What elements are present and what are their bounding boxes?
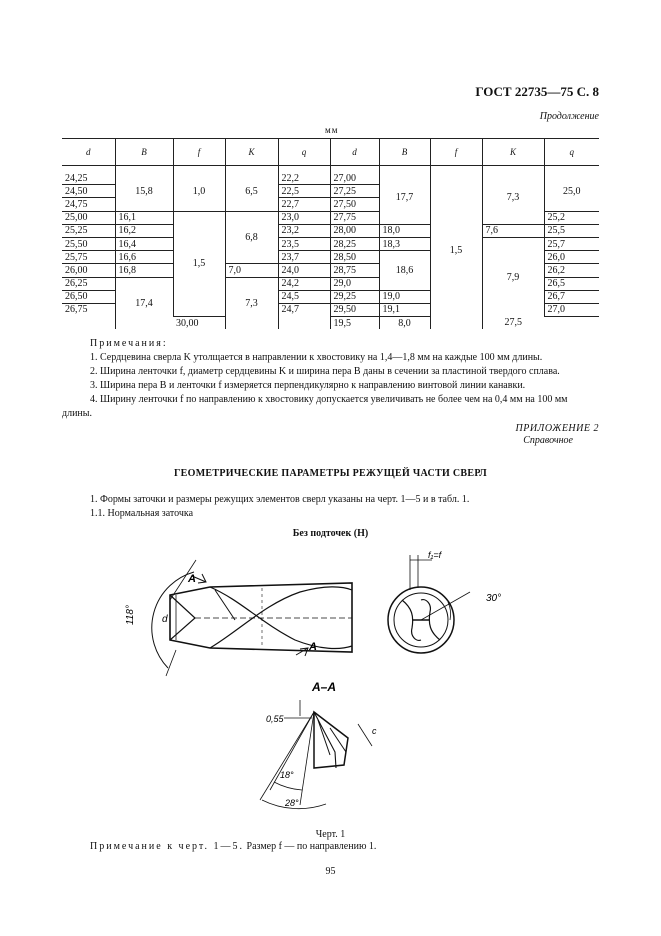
- table-cell: 7,6: [482, 224, 544, 237]
- table-cell: 24,2: [278, 277, 330, 290]
- figure-note: [90, 841, 376, 852]
- angle-tip-label: 118°: [125, 605, 136, 625]
- table-cell: 28,25: [330, 237, 379, 250]
- figure-note-lead: Примечание к черт. 1—5.: [90, 841, 245, 852]
- continuation-label: Продолжение: [539, 111, 599, 122]
- table-cell: 29,25: [330, 290, 379, 303]
- col-header: q: [544, 139, 599, 166]
- unit-label: мм: [325, 125, 339, 135]
- table-cell: 27,00: [330, 166, 379, 185]
- appendix-type: Справочное: [523, 435, 573, 446]
- col-header: B: [115, 139, 173, 166]
- table-cell: 18,3: [379, 237, 430, 250]
- table-cell: 23,2: [278, 224, 330, 237]
- table-cell: 27,0: [544, 303, 599, 316]
- table-cell: 24,75: [62, 198, 115, 211]
- table-cell: 22,5: [278, 185, 330, 198]
- table-cell: 24,7: [278, 303, 330, 329]
- table-cell: 26,2: [544, 264, 599, 277]
- table-cell: 26,25: [62, 277, 115, 290]
- table-cell: 27,50: [330, 198, 379, 211]
- col-header: B: [379, 139, 430, 166]
- paragraph: 1. Формы заточки и размеры режущих элементов сверл указаны на черт. 1—5 и в табл. 1.: [90, 494, 470, 505]
- table-cell: 28,00: [330, 224, 379, 237]
- table-cell: 16,2: [115, 224, 173, 237]
- table-cell: 23,5: [278, 237, 330, 250]
- notes-title: Примечания:: [90, 338, 168, 349]
- dim-055-label: 0,55: [266, 714, 284, 724]
- table-cell: 1,0: [173, 166, 225, 212]
- table-cell: 29,0: [330, 277, 379, 290]
- table-cell: 25,25: [62, 224, 115, 237]
- col-header: f: [173, 139, 225, 166]
- table-cell: 19,1: [379, 303, 430, 316]
- appendix-label: ПРИЛОЖЕНИЕ 2: [515, 423, 599, 434]
- c-label: c: [372, 726, 377, 736]
- table-cell: 7,9: [482, 237, 544, 316]
- diameter-label: d: [162, 614, 168, 625]
- table-cell: 1,5: [430, 166, 482, 330]
- angle-18-label: 18°: [280, 770, 294, 780]
- table-cell: 28,75: [330, 264, 379, 277]
- note-item: 3. Ширина пера B и ленточки f измеряется перпендикулярно к направлению винтовой линии канавки.: [90, 380, 526, 391]
- table-cell: 28,50: [330, 251, 379, 264]
- table-cell: 26,50: [62, 290, 115, 303]
- table-cell: 25,00: [62, 211, 115, 224]
- note-item: 2. Ширина ленточки f, диаметр сердцевины K и ширина пера B даны в сечении за пластиной твердого сплава.: [90, 366, 560, 377]
- table-cell: 24,25: [62, 166, 115, 185]
- table-cell: 18,0: [379, 224, 430, 237]
- margin-width-label: f₁=f: [428, 550, 442, 560]
- col-header: K: [482, 139, 544, 166]
- table-cell: 27,5: [482, 317, 544, 330]
- figure-subtitle: Без подточек (Н): [292, 528, 369, 539]
- table-cell: 7,3: [482, 166, 544, 225]
- table-cell: 6,8: [225, 211, 278, 264]
- col-header: d: [330, 139, 379, 166]
- table-cell: 25,7: [544, 237, 599, 250]
- section-title: ГЕОМЕТРИЧЕСКИЕ ПАРАМЕТРЫ РЕЖУЩЕЙ ЧАСТИ СВЕРЛ: [173, 468, 487, 479]
- table-cell: 19,0: [379, 290, 430, 303]
- table-cell: 18,6: [379, 251, 430, 291]
- angle-28-label: 28°: [285, 798, 299, 808]
- table-cell: 26,00: [62, 264, 115, 277]
- col-header: K: [225, 139, 278, 166]
- section-label: А–А: [312, 680, 337, 694]
- figure-caption: Черт. 1: [315, 829, 346, 840]
- table-cell: 22,2: [278, 166, 330, 185]
- table-cell: 25,0: [544, 166, 599, 212]
- table-cell: 30,00: [173, 317, 225, 330]
- table-cell: 19,5: [330, 317, 379, 330]
- table-cell: 7,3: [225, 277, 278, 329]
- table-cell: 24,0: [278, 264, 330, 277]
- page-number: 95: [325, 866, 336, 877]
- table-cell: 25,75: [62, 251, 115, 264]
- page-header: ГОСТ 22735—75 С. 8: [475, 84, 599, 99]
- note-item: 4. Ширину ленточки f по направлению к хвостовику допускается увеличивать не более чем на 0,4 мм на 100 мм длины.: [62, 394, 568, 419]
- angle-30-label: 30°: [486, 593, 502, 604]
- table-cell: 23,7: [278, 251, 330, 264]
- col-header: q: [278, 139, 330, 166]
- table-cell: 25,2: [544, 211, 599, 224]
- table-cell: 27,75: [330, 211, 379, 224]
- col-header: d: [62, 139, 115, 166]
- note-item: 1. Сердцевина сверла K утолщается в направлении к хвостовику на 1,4—1,8 мм на каждые 100 мм длины.: [90, 352, 543, 363]
- col-header: f: [430, 139, 482, 166]
- table-cell: 17,7: [379, 166, 430, 225]
- table-cell: 26,0: [544, 251, 599, 264]
- table-cell: 27,25: [330, 185, 379, 198]
- section-arrow-label-top: А: [188, 573, 196, 585]
- table-cell: 6,5: [225, 166, 278, 212]
- table-cell: 16,6: [115, 251, 173, 264]
- drill-body-outline: [170, 583, 352, 652]
- table-cell: 7,0: [225, 264, 278, 277]
- table-cell: 1,5: [173, 211, 225, 317]
- table-cell: 22,7: [278, 198, 330, 211]
- table-cell: 26,5: [544, 277, 599, 290]
- table-cell: 26,75: [65, 303, 88, 315]
- table-cell: 26,7: [544, 290, 599, 303]
- table-cell: 8,0: [379, 317, 430, 330]
- table-cell: 23,0: [278, 211, 330, 224]
- table-cell: 17,4: [115, 277, 173, 329]
- end-view: [388, 555, 470, 653]
- section-arrow-label-bottom: А: [309, 641, 317, 653]
- table-cell: 24,50: [62, 185, 115, 198]
- table-cell: 25,50: [62, 237, 115, 250]
- table-cell: 16,1: [115, 211, 173, 224]
- table-cell: 25,5: [544, 224, 599, 237]
- table-cell: 15,8: [115, 166, 173, 212]
- table-cell: 16,8: [115, 264, 173, 277]
- table-cell: 29,50: [330, 303, 379, 316]
- table-cell: 24,5: [278, 290, 330, 303]
- paragraph: 1.1. Нормальная заточка: [90, 508, 194, 519]
- figure-note-text: Размер f — по направлению 1.: [246, 841, 377, 852]
- table-cell: 16,4: [115, 237, 173, 250]
